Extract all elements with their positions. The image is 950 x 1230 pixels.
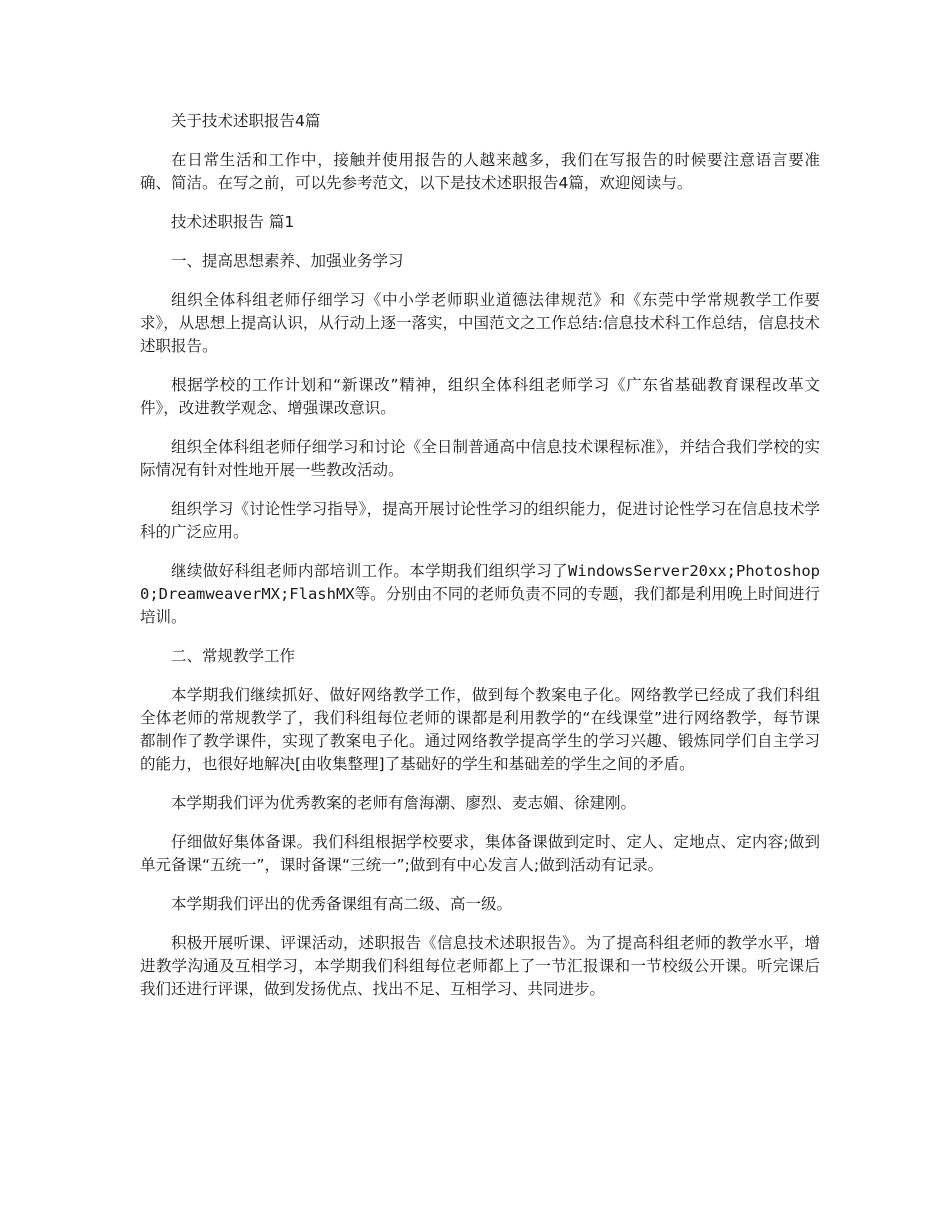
paragraph-6: 本学期我们继续抓好、做好网络教学工作，做到每个教案电子化。网络教学已经成了我们科组全体老师的常规教学了，我们科组每位老师的课都是利用教学的“在线课堂”进行网络教学，每节课都制作了教学课件，实现了教案电子化。通过网络教学提高学生的学习兴趣、锻炼同学们自主学习的能力，也很好地解决[由收集整理]了基础好的学生和基础差的学生之间的矛盾。 xyxy=(140,686,820,773)
software-list: WindowsServer20xx;Photoshop0;DreamweaverMX;FlashMX xyxy=(140,562,820,603)
paragraph-4: 组织学习《讨论性学习指导》，提高开展讨论性学习的组织能力，促进讨论性学习在信息技术学科的广泛应用。 xyxy=(140,500,820,541)
intro-paragraph: 在日常生活和工作中，接触并使用报告的人越来越多，我们在写报告的时候要注意语言要准确、简洁。在写之前，可以先参考范文，以下是技术述职报告4篇，欢迎阅读与。 xyxy=(140,151,820,192)
paragraph-9: 本学期我们评出的优秀备课组有高二级、高一级。 xyxy=(171,895,513,913)
part1-heading: 一、提高思想素养、加强业务学习 xyxy=(171,252,404,270)
document-body xyxy=(140,110,820,1017)
paragraph-2: 根据学校的工作计划和“新课改”精神，组织全体科组老师学习《广东省基础教育课程改革文件》，改进教学观念、增强课改意识。 xyxy=(140,376,820,417)
document-title: 关于技术述职报告4篇 xyxy=(171,112,321,130)
paragraph-5-end: 等。分别由不同的老师负责不同的专题，我们都是利用晚上时间进行培训。 xyxy=(140,585,820,626)
paragraph-1: 组织全体科组老师仔细学习《中小学老师职业道德法律规范》和《东莞中学常规教学工作要求》，从思想上提高认识，从行动上逐一落实，中国范文之工作总结:信息技术科工作总结，信息技术述职报告。 xyxy=(140,291,820,355)
paragraph-5 xyxy=(140,560,820,629)
part2-heading: 二、常规教学工作 xyxy=(171,647,296,665)
paragraph-7: 本学期我们评为优秀教案的老师有詹海潮、廖烈、麦志媚、徐建刚。 xyxy=(171,794,637,812)
paragraph-5-start: 继续做好科组老师内部培训工作。本学期我们组织学习了 xyxy=(171,562,569,580)
paragraph-3: 组织全体科组老师仔细学习和讨论《全日制普通高中信息技术课程标准》，并结合我们学校的实际情况有针对性地开展一些教改活动。 xyxy=(140,438,820,479)
paragraph-8: 仔细做好集体备课。我们科组根据学校要求，集体备课做到定时、定人、定地点、定内容;做到单元备课“五统一”，课时备课“三统一”;做到有中心发言人;做到活动有记录。 xyxy=(140,833,820,874)
paragraph-10: 积极开展听课、评课活动，述职报告《信息技术述职报告》。为了提高科组老师的教学水平，增进教学沟通及互相学习，本学期我们科组每位老师都上了一节汇报课和一节校级公开课。听完课后我们还进行评课，做到发扬优点、找出不足、互相学习、共同进步。 xyxy=(140,934,820,998)
section-title: 技术述职报告 篇1 xyxy=(171,213,295,231)
